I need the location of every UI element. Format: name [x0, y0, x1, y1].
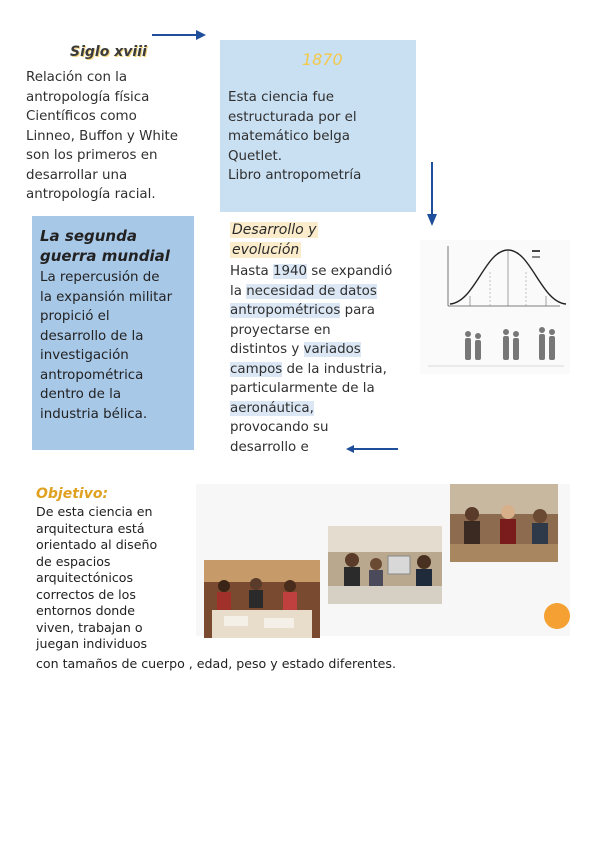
- panel-1870-line: Esta ciencia fue: [228, 90, 334, 105]
- desarrollo-highlight: aeronáutica,: [230, 400, 314, 416]
- desarrollo-line: proyectarse en: [230, 322, 331, 338]
- objetivo-line: orientado al diseño: [36, 537, 158, 552]
- classroom-photo-2-image: [328, 526, 442, 604]
- siglo-text: [26, 68, 178, 205]
- objetivo-line: arquitectura está: [36, 520, 145, 536]
- objetivo-title: Objetivo:: [36, 486, 109, 502]
- siglo-line: Relación con la: [26, 70, 128, 85]
- arrow-down-icon: [424, 162, 440, 226]
- classroom-photo-1: [450, 484, 558, 562]
- objetivo-line: entornos donde: [36, 603, 136, 618]
- objetivo-line: correctos de los: [36, 586, 136, 602]
- panel-1870-line: Libro antropometría: [228, 168, 362, 183]
- siglo-line: desarrollar una: [26, 167, 128, 183]
- panel-1870-text: [228, 88, 361, 186]
- guerra-title-line: La segunda: [40, 227, 137, 245]
- year-1870-heading: 1870: [302, 50, 343, 69]
- guerra-line: antropométrica: [40, 367, 144, 383]
- desarrollo-text-run: distintos y: [230, 342, 304, 357]
- panel-1870-line: Quetlet.: [228, 148, 282, 164]
- objetivo-line: De esta ciencia en: [36, 504, 153, 519]
- desarrollo-title-line: Desarrollo y: [232, 222, 317, 238]
- classroom-photo-3: [204, 560, 320, 638]
- guerra-line: la expansión militar: [40, 289, 173, 305]
- classroom-photo-2: [328, 526, 442, 604]
- objetivo-line: viven, trabajan o: [36, 619, 143, 635]
- guerra-line: industria bélica.: [40, 406, 148, 422]
- guerra-line: desarrollo de la: [40, 328, 144, 344]
- guerra-line: dentro de la: [40, 387, 122, 402]
- desarrollo-highlight: necesidad de datos: [246, 283, 377, 299]
- desarrollo-highlight: variados: [303, 342, 361, 357]
- desarrollo-title: [230, 220, 318, 260]
- guerra-title: [40, 226, 170, 266]
- desarrollo-text-run: Hasta: [230, 264, 273, 279]
- desarrollo-highlight: campos: [230, 361, 283, 377]
- guerra-title-line: guerra mundial: [40, 247, 170, 265]
- objetivo-line: de espacios: [36, 553, 111, 569]
- siglo-title: Siglo xviii: [70, 44, 147, 60]
- classroom-photo-3-image: [204, 560, 320, 638]
- desarrollo-highlight: antropométricos: [230, 303, 341, 318]
- siglo-line: Linneo, Buffon y White: [26, 128, 179, 144]
- siglo-line: antropología racial.: [26, 187, 156, 202]
- arrow-right-icon: [152, 28, 206, 42]
- guerra-line: investigación: [40, 348, 129, 363]
- guerra-line: propició el: [40, 309, 110, 324]
- guerra-line: La repercusión de: [40, 270, 160, 285]
- objetivo-last-line: con tamaños de cuerpo , edad, peso y estado diferentes.: [36, 656, 396, 671]
- siglo-line: son los primeros en: [26, 148, 158, 163]
- desarrollo-highlight: 1940: [272, 264, 308, 279]
- orange-dot-decoration: [544, 603, 570, 629]
- desarrollo-title-line: evolución: [232, 242, 300, 258]
- siglo-line: Científicos como: [26, 109, 137, 124]
- desarrollo-text: [230, 262, 392, 457]
- panel-1870-line: matemático belga: [228, 129, 350, 144]
- desarrollo-text-run: de la industria,: [282, 361, 387, 377]
- desarrollo-line: desarrollo e: [230, 439, 309, 455]
- desarrollo-text-run: para: [340, 303, 376, 318]
- normal-distribution-figure: [420, 240, 570, 374]
- desarrollo-text-run: se expandió: [307, 264, 393, 279]
- objetivo-text: [36, 504, 157, 653]
- objetivo-line: juegan individuos: [36, 636, 148, 651]
- desarrollo-line: provocando su: [230, 420, 329, 435]
- panel-1870-line: estructurada por el: [228, 109, 357, 125]
- objetivo-line: arquitectónicos: [36, 570, 134, 585]
- desarrollo-line: particularmente de la: [230, 381, 375, 396]
- classroom-photo-1-image: [450, 484, 558, 562]
- desarrollo-text-run: la: [230, 283, 247, 299]
- siglo-line: antropología física: [26, 89, 150, 105]
- guerra-text: [40, 268, 172, 424]
